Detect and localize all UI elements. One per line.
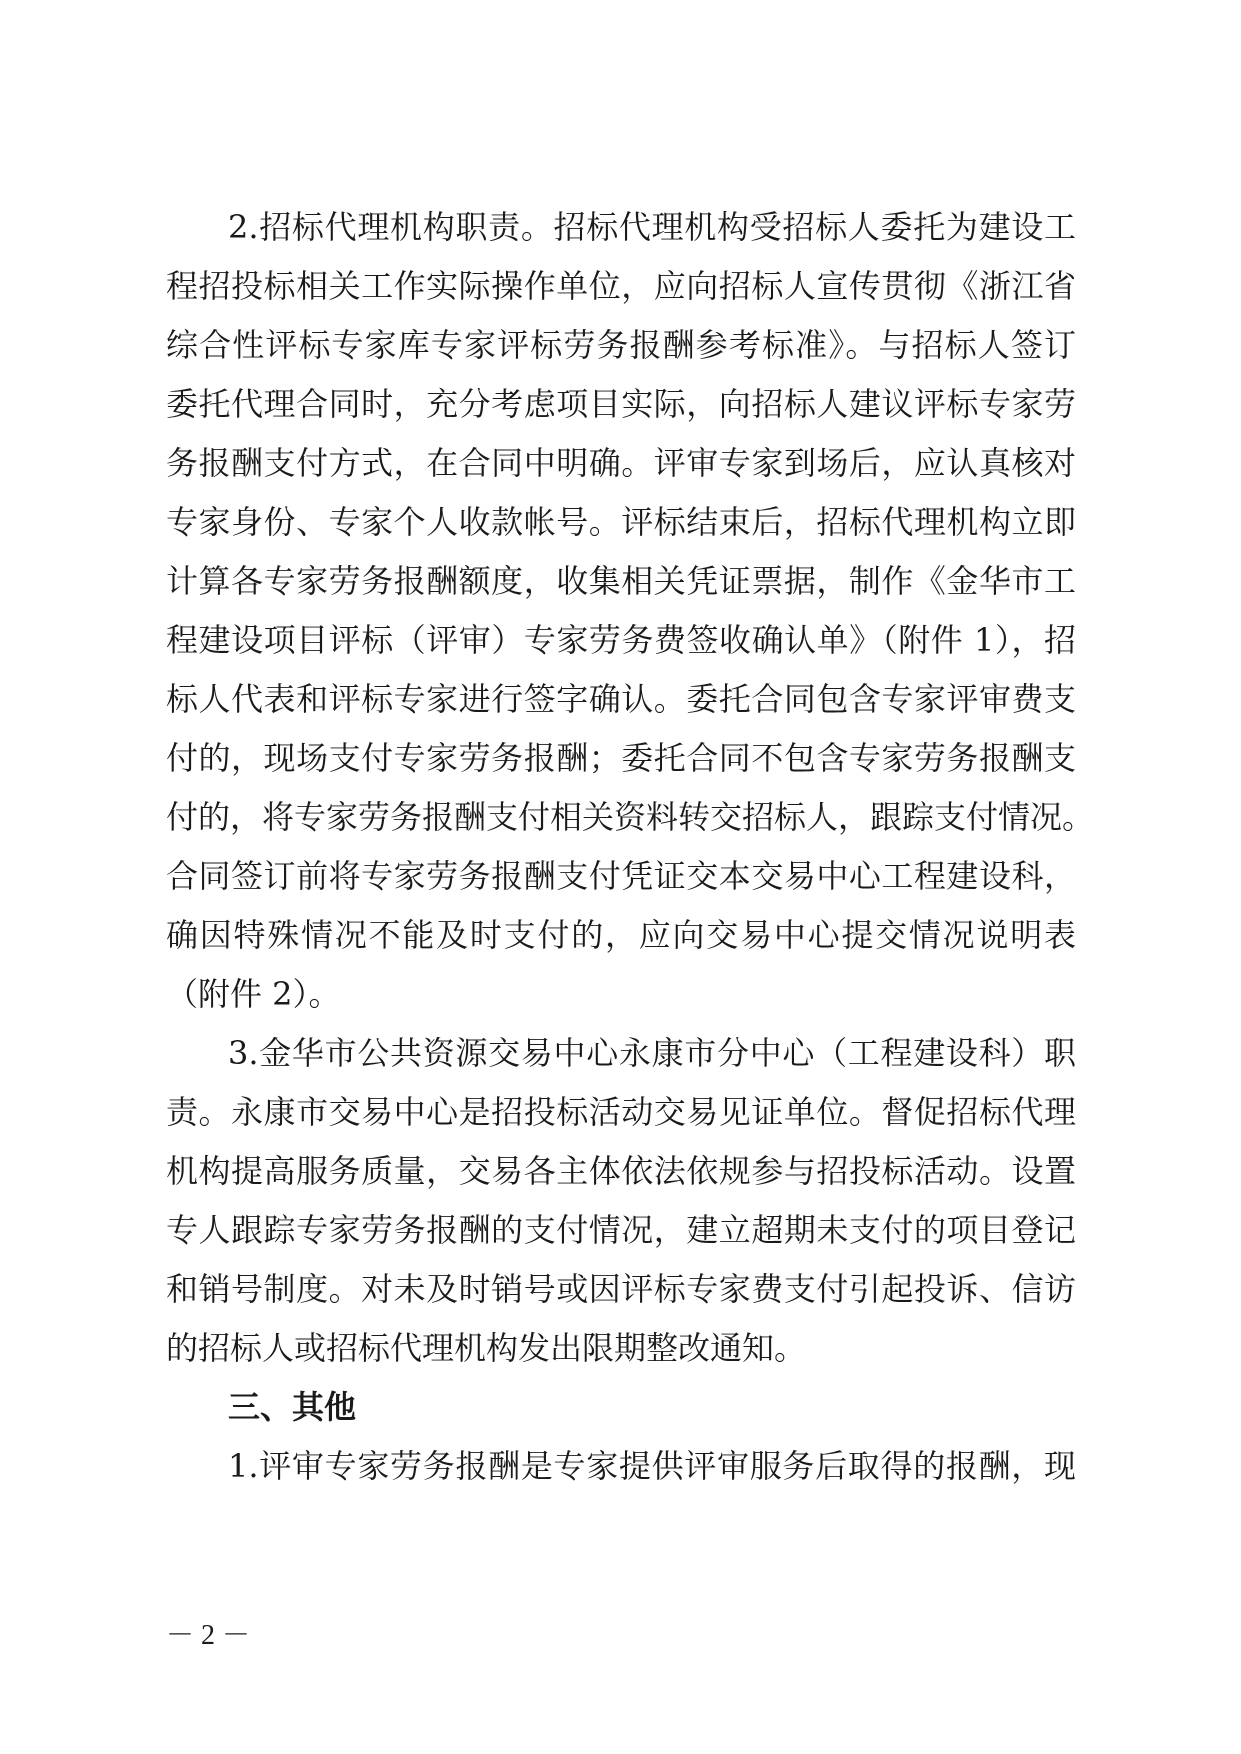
paragraph-line: 专人跟踪专家劳务报酬的支付情况，建立超期未支付的项目登记 — [166, 1211, 1076, 1249]
section-heading: 三、其他 — [228, 1388, 357, 1426]
paragraph-line: （附件 2）。 — [166, 975, 341, 1013]
paragraph-line: 付的，现场支付专家劳务报酬；委托合同不包含专家劳务报酬支 — [166, 739, 1076, 777]
paragraph-line: 合同签订前将专家劳务报酬支付凭证交本交易中心工程建设科， — [166, 857, 1076, 895]
paragraph-line: 专家身份、专家个人收款帐号。评标结束后，招标代理机构立即 — [166, 503, 1076, 541]
paragraph-line: 程招投标相关工作实际操作单位，应向招标人宣传贯彻《浙江省 — [166, 267, 1076, 305]
paragraph-line: 计算各专家劳务报酬额度，收集相关凭证票据，制作《金华市工 — [166, 562, 1076, 600]
paragraph-line: 务报酬支付方式，在合同中明确。评审专家到场后，应认真核对 — [166, 444, 1076, 482]
paragraph-line: 和销号制度。对未及时销号或因评标专家费支付引起投诉、信访 — [166, 1270, 1076, 1308]
paragraph-line: 2.招标代理机构职责。招标代理机构受招标人委托为建设工 — [228, 208, 1076, 246]
paragraph-line: 委托代理合同时，充分考虑项目实际，向招标人建议评标专家劳 — [166, 385, 1076, 423]
paragraph-line: 付的，将专家劳务报酬支付相关资料转交招标人，跟踪支付情况。 — [166, 798, 1095, 836]
paragraph-line: 程建设项目评标（评审）专家劳务费签收确认单》（附件 1），招 — [166, 621, 1076, 659]
paragraph-line: 1.评审专家劳务报酬是专家提供评审服务后取得的报酬，现 — [228, 1447, 1076, 1485]
paragraph-line: 综合性评标专家库专家评标劳务报酬参考标准》。与招标人签订 — [166, 326, 1076, 364]
paragraph-line: 的招标人或招标代理机构发出限期整改通知。 — [166, 1329, 807, 1367]
paragraph-line: 3.金华市公共资源交易中心永康市分中心（工程建设科）职 — [228, 1034, 1076, 1072]
paragraph-line: 机构提高服务质量，交易各主体依法依规参与招投标活动。设置 — [166, 1152, 1076, 1190]
paragraph-line: 责。永康市交易中心是招投标活动交易见证单位。督促招标代理 — [166, 1093, 1076, 1131]
paragraph-line: 标人代表和评标专家进行签字确认。委托合同包含专家评审费支 — [166, 680, 1076, 718]
page-number: － 2 － — [166, 1620, 251, 1651]
paragraph-line: 确因特殊情况不能及时支付的，应向交易中心提交情况说明表 — [166, 916, 1076, 954]
